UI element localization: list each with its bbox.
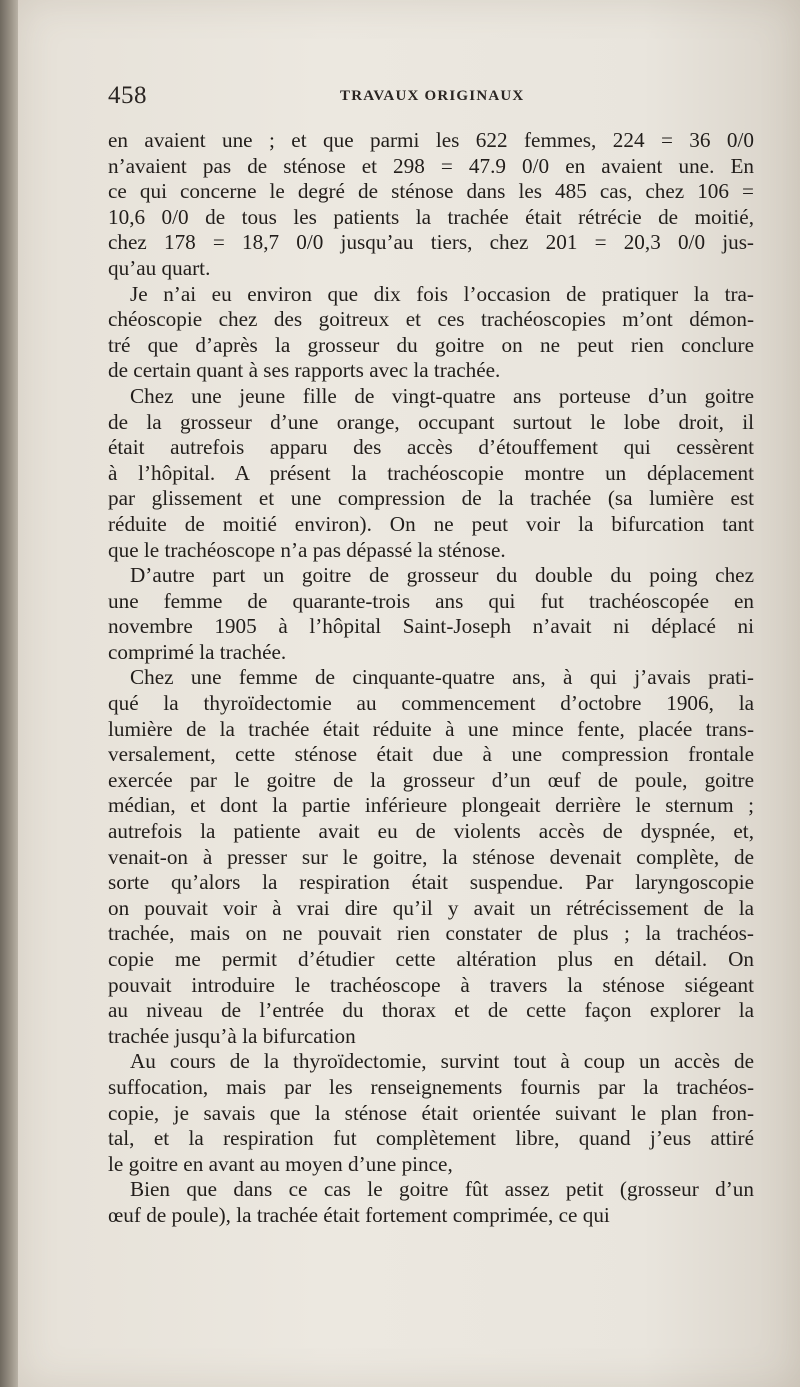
page-number: 458	[108, 82, 147, 109]
paragraph	[108, 563, 754, 665]
running-head: TRAVAUX ORIGINAUX	[340, 88, 525, 104]
text-line: que le trachéoscope n’a pas dépassé la sténose.	[108, 537, 506, 562]
text-line: pouvait introduire le trachéoscope à travers la sténose siégeant	[108, 972, 754, 997]
text-line: trachée jusqu’à la bifurcation	[108, 1023, 356, 1048]
text-line: était autrefois apparu des accès d’étouffement qui cessèrent	[108, 435, 754, 460]
text-line: au niveau de l’entrée du thorax et de cette façon explorer la	[108, 998, 754, 1023]
text-line: venait-on à presser sur le goitre, la sténose devenait complète, de	[108, 844, 754, 869]
paragraph	[108, 1049, 754, 1177]
text-line: Chez une jeune fille de vingt-quatre ans porteuse d’un goitre	[130, 383, 754, 408]
text-line: copie me permit d’étudier cette altération plus en détail. On	[108, 947, 754, 971]
text-line: suffocation, mais par les renseignements fournis par la trachéos-	[108, 1074, 754, 1099]
text-line: on pouvait voir à vrai dire qu’il y avait un rétrécissement de la	[108, 895, 754, 920]
text-line: 10,6 0/0 de tous les patients la trachée était rétrécie de moitié,	[108, 204, 754, 229]
text-line: exercée par le goitre de la grosseur d’un œuf de poule, goitre	[108, 767, 754, 792]
text-line: qu’au quart.	[108, 255, 211, 280]
text-line: œuf de poule), la trachée était fortement comprimée, ce qui	[108, 1202, 610, 1227]
paragraph	[108, 128, 754, 282]
paragraph	[108, 282, 754, 384]
paragraph	[108, 665, 754, 1049]
text-line: ce qui concerne le degré de sténose dans les 485 cas, chez 106 =	[108, 179, 754, 204]
text-line: comprimé la trachée.	[108, 639, 287, 664]
text-line: une femme de quarante-trois ans qui fut trachéoscopée en	[108, 588, 754, 613]
text-line: de la grosseur d’une orange, occupant surtout le lobe droit, il	[108, 409, 754, 434]
text-line: tal, et la respiration fut complètement libre, quand j’eus attiré	[108, 1126, 754, 1151]
text-line: autrefois la patiente avait eu de violents accès de dyspnée, et,	[108, 819, 754, 844]
text-line: Chez une femme de cinquante-quatre ans, à qui j’avais prati-	[130, 665, 754, 690]
text-line: D’autre part un goitre de grosseur du double du poing chez	[130, 563, 754, 588]
page-edge-shadow	[0, 0, 18, 1387]
text-line: lumière de la trachée était réduite à une mince fente, placée trans-	[108, 716, 754, 741]
text-line: trachée, mais on ne pouvait rien constater de plus ; la trachéos-	[108, 921, 754, 946]
text-line: à l’hôpital. A présent la trachéoscopie montre un déplacement	[108, 460, 754, 485]
text-line: n’avaient pas de sténose et 298 = 47.9 0/0 en avaient une. En	[108, 153, 754, 178]
paragraph	[108, 1177, 754, 1228]
text-line: novembre 1905 à l’hôpital Saint-Joseph n’avait ni déplacé ni	[108, 614, 754, 639]
text-line: en avaient une ; et que parmi les 622 femmes, 224 = 36 0/0	[108, 128, 754, 152]
text-line: de certain quant à ses rapports avec la trachée.	[108, 358, 501, 383]
text-line: chéoscopie chez des goitreux et ces trachéoscopies m’ont démon-	[108, 307, 754, 332]
text-line: Bien que dans ce cas le goitre fût assez petit (grosseur d’un	[130, 1177, 754, 1202]
text-line: versalement, cette sténose était due à une compression frontale	[108, 742, 754, 767]
text-line: chez 178 = 18,7 0/0 jusqu’au tiers, chez 201 = 20,3 0/0 jus-	[108, 230, 754, 255]
text-line: sorte qu’alors la respiration était suspendue. Par laryngoscopie	[108, 870, 754, 895]
text-line: tré que d’après la grosseur du goitre on ne peut rien conclure	[108, 332, 754, 357]
body-text	[108, 128, 754, 1229]
text-line: Au cours de la thyroïdectomie, survint tout à coup un accès de	[130, 1049, 754, 1074]
text-line: le goitre en avant au moyen d’une pince,	[108, 1151, 453, 1176]
text-line: Je n’ai eu environ que dix fois l’occasion de pratiquer la tra-	[130, 281, 754, 306]
text-line: réduite de moitié environ). On ne peut voir la bifurcation tant	[108, 511, 754, 536]
page-header	[108, 82, 752, 112]
text-line: copie, je savais que la sténose était orientée suivant le plan fron-	[108, 1100, 754, 1125]
text-line: qué la thyroïdectomie au commencement d’octobre 1906, la	[108, 691, 754, 716]
text-line: médian, et dont la partie inférieure plongeait derrière le sternum ;	[108, 793, 754, 818]
paragraph	[108, 384, 754, 563]
text-line: par glissement et une compression de la trachée (sa lumière est	[108, 486, 754, 511]
